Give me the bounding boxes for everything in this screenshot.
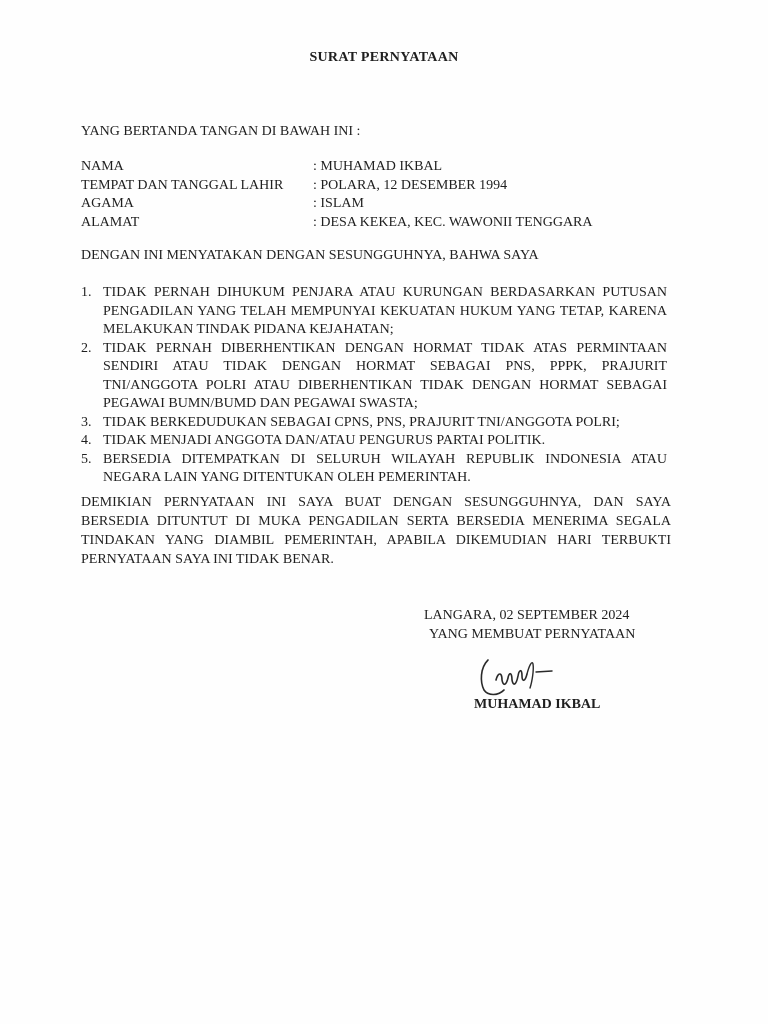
- intro-text: YANG BERTANDA TANGAN DI BAWAH INI :: [81, 124, 361, 139]
- list-item: [81, 432, 667, 451]
- list-item: [81, 340, 667, 414]
- statement-text: DENGAN INI MENYATAKAN DENGAN SESUNGGUHNYA, BAHWA SAYA: [81, 248, 539, 263]
- identity-row-birth: [81, 177, 593, 196]
- list-item-text: BERSEDIA DITEMPATKAN DI SELURUH WILAYAH REPUBLIK INDONESIA ATAU NEGARA LAIN YANG DITENTUKAN OLEH PEMERINTAH.: [103, 451, 667, 485]
- document-title: SURAT PERNYATAAN: [309, 50, 459, 65]
- list-item-text: TIDAK BERKEDUDUKAN SEBAGAI CPNS, PNS, PRAJURIT TNI/ANGGOTA POLRI;: [103, 414, 620, 430]
- list-item-number: 2.: [81, 340, 92, 356]
- signature-name: MUHAMAD IKBAL: [474, 697, 601, 712]
- identity-value: : POLARA, 12 DESEMBER 1994: [313, 177, 508, 193]
- handwritten-signature: [476, 652, 572, 702]
- identity-label: TEMPAT DAN TANGGAL LAHIR: [81, 177, 284, 193]
- list-item-number: 4.: [81, 433, 92, 448]
- list-item-number: 3.: [81, 414, 92, 430]
- list-item: [81, 414, 667, 433]
- identity-value: : ISLAM: [313, 196, 364, 211]
- signature-stroke: [481, 660, 504, 695]
- list-item-number: 1.: [81, 285, 92, 300]
- identity-row-name: [81, 158, 593, 177]
- list-item: [81, 451, 667, 488]
- identity-label: NAMA: [81, 159, 124, 174]
- identity-label: ALAMAT: [81, 214, 140, 230]
- signature-place-date: LANGARA, 02 SEPTEMBER 2024: [424, 608, 630, 623]
- identity-value: : MUHAMAD IKBAL: [313, 159, 443, 174]
- signature-stroke: [496, 671, 527, 685]
- signature-block: [424, 606, 635, 644]
- list-item-text: TIDAK PERNAH DIHUKUM PENJARA ATAU KURUNGAN BERDASARKAN PUTUSAN PENGADILAN YANG TELAH MEMPUNYAI KEKUATAN HUKUM YANG TETAP, KARENA MELAKUKAN TINDAK PIDANA KEJAHATAN;: [103, 285, 667, 337]
- signature-stroke: [527, 663, 533, 688]
- declaration-list: [81, 284, 667, 488]
- list-item-number: 5.: [81, 451, 92, 467]
- list-item-text: TIDAK PERNAH DIBERHENTIKAN DENGAN HORMAT TIDAK ATAS PERMINTAAN SENDIRI ATAU TIDAK DENGAN HORMAT SEBAGAI PNS, PPPK, PRAJURIT TNI/ANGGOTA POLRI ATAU DIBERHENTIKAN TIDAK DENGAN HORMAT SEBAGAI PEGAWAI BUMN/BUMD DAN PEGAWAI SWASTA;: [103, 340, 667, 411]
- list-item: [81, 284, 667, 340]
- identity-row-religion: [81, 195, 593, 214]
- signature-role: YANG MEMBUAT PERNYATAAN: [429, 627, 636, 642]
- closing-paragraph: DEMIKIAN PERNYATAAN INI SAYA BUAT DENGAN SESUNGGUHNYA, DAN SAYA BERSEDIA DITUNTUT DI MUKA PENGADILAN SERTA BERSEDIA MENERIMA SEGALA TINDAKAN YANG DIAMBIL PEMERINTAH, APABILA DIKEMUDIAN HARI TERBUKTI PERNYATAAN SAYA INI TIDAK BENAR.: [81, 495, 671, 567]
- identity-label: AGAMA: [81, 196, 134, 211]
- identity-block: [81, 158, 593, 232]
- identity-value: : DESA KEKEA, KEC. WAWONII TENGGARA: [313, 214, 593, 230]
- list-item-text: TIDAK MENJADI ANGGOTA DAN/ATAU PENGURUS PARTAI POLITIK.: [103, 433, 546, 448]
- identity-row-address: [81, 214, 593, 233]
- signature-stroke: [536, 671, 552, 672]
